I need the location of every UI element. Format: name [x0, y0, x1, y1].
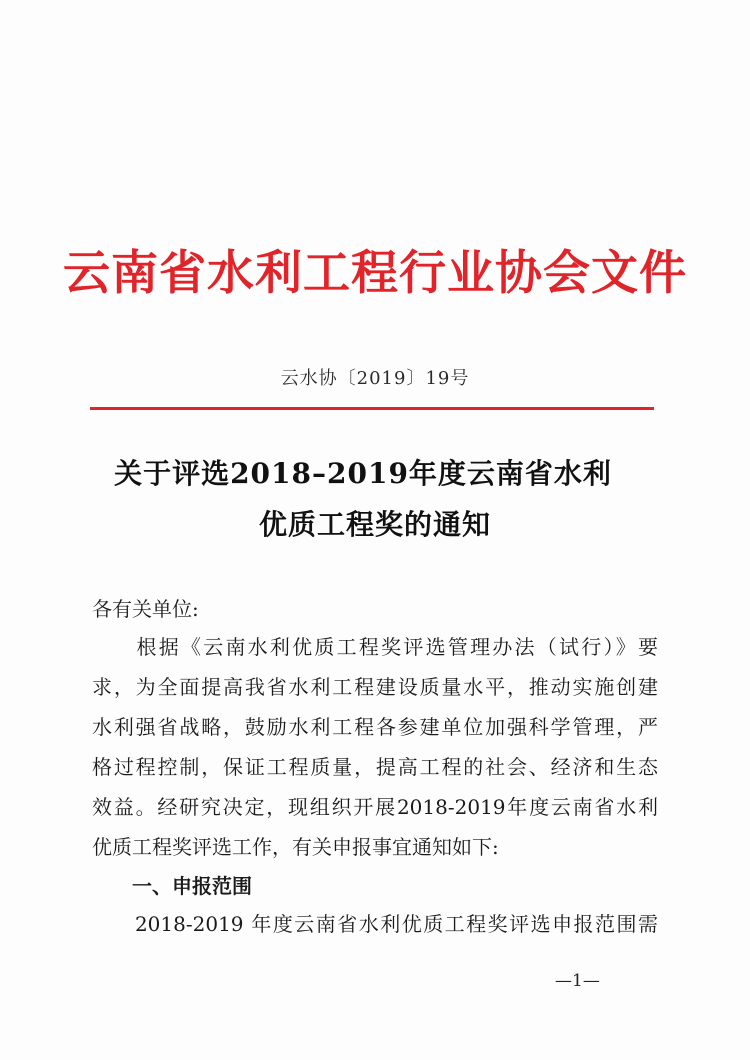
salutation: 各有关单位: [92, 597, 199, 621]
paragraph-line: 水利强省战略，鼓励水利工程各参建单位加强科学管理，严 [92, 715, 658, 739]
issuer-header-title: 云南省水利工程行业协会文件 [63, 246, 687, 301]
section-first-line: 2018-2019 年度云南省水利优质工程奖评选申报范围需 [92, 912, 658, 936]
paragraph-line: 求，为全面提高我省水利工程建设质量水平，推动实施创建 [92, 675, 658, 699]
paragraph-line: 根据《云南水利优质工程奖评选管理办法（试行）》要 [92, 635, 658, 659]
paragraph-line: 格过程控制，保证工程质量，提高工程的社会、经济和生态 [92, 755, 658, 779]
document-number: 云水协〔2019〕19号 [280, 368, 470, 389]
notice-title-line-1: 关于评选2018–2019年度云南省水利 [114, 457, 612, 490]
notice-title-line-2: 优质工程奖的通知 [258, 508, 491, 541]
page-number: —1— [555, 971, 600, 991]
section-heading: 一、申报范围 [132, 874, 252, 898]
red-divider-line [90, 407, 654, 410]
paragraph-line: 效益。经研究决定，现组织开展2018-2019年度云南省水利 [92, 795, 658, 819]
paragraph-line: 优质工程奖评选工作，有关申报事宜通知如下: [92, 835, 499, 859]
